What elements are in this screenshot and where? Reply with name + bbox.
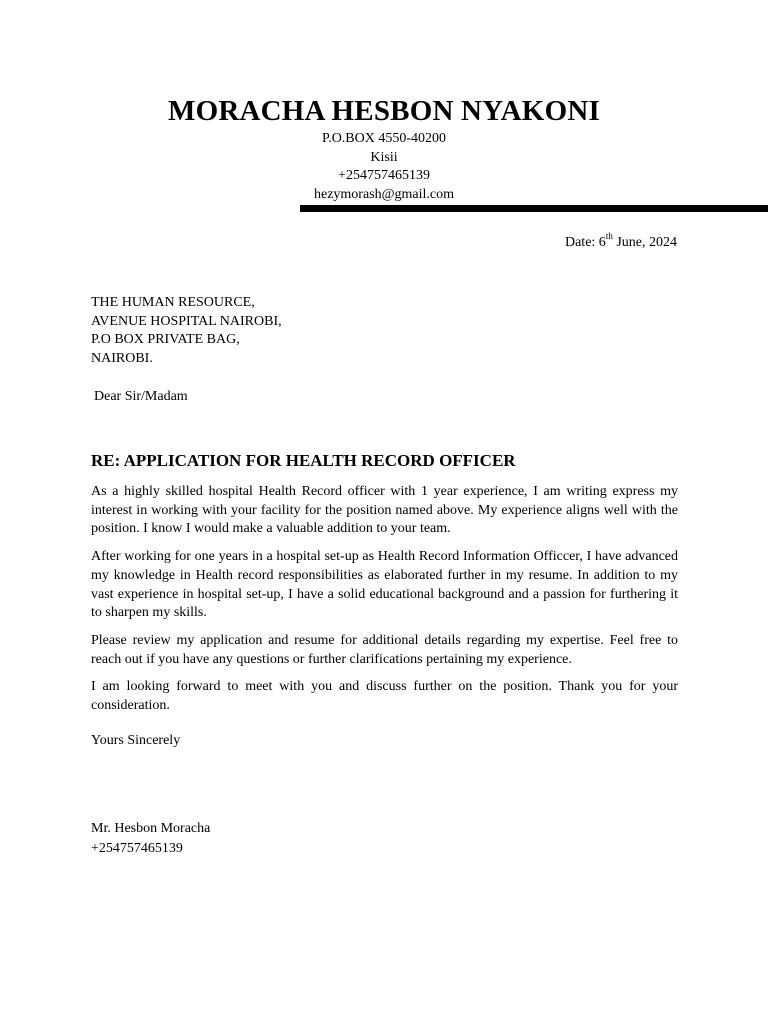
sender-po-box: P.O.BOX 4550-40200 bbox=[321, 131, 447, 146]
recipient-line: P.O BOX PRIVATE BAG, bbox=[91, 332, 240, 348]
date-ordinal: th bbox=[605, 231, 613, 242]
recipient-line: THE HUMAN RESOURCE, bbox=[91, 295, 255, 310]
sender-name: MORACHA HESBON NYAKONI bbox=[168, 95, 600, 127]
recipient-address bbox=[91, 294, 282, 369]
signature-block bbox=[91, 819, 210, 858]
body-paragraph: As a highly skilled hospital Health Record officer with 1 year experience, I am writing express my interest in working with your facility for the position named above. My experience aligns well with the position. I know I would make a valuable addition to your team. bbox=[91, 484, 678, 537]
sender-email: hezymorash@gmail.com bbox=[313, 186, 455, 202]
body-paragraph: Please review my application and resume for additional details regarding my expertise. Feel free to reach out if you have any questions or further clarifications pertaining my experience. bbox=[91, 632, 678, 667]
signature-name: Mr. Hesbon Moracha bbox=[91, 821, 211, 836]
sender-contact-block bbox=[0, 130, 768, 204]
sender-town: Kisii bbox=[370, 149, 398, 165]
letter-date bbox=[564, 231, 677, 252]
closing: Yours Sincerely bbox=[91, 733, 181, 748]
body-paragraph: After working for one years in a hospital set-up as Health Record Information Officcer, I have advanced my knowledge in Health record responsibilities as elaborated further in my resume. In addition to my vast experience in hospital set-up, I have a solid educational background and a passion for furthering it to sharpen my skills. bbox=[91, 549, 678, 621]
date-prefix: Date: 6 bbox=[564, 235, 606, 250]
salutation: Dear Sir/Madam bbox=[94, 389, 188, 404]
sender-phone: +254757465139 bbox=[338, 168, 430, 184]
header-divider-thick bbox=[300, 207, 768, 212]
recipient-line: NAIROBI. bbox=[91, 351, 153, 367]
date-rest: June, 2024 bbox=[612, 235, 677, 250]
recipient-line: AVENUE HOSPITAL NAIROBI, bbox=[91, 313, 282, 329]
subject-line: RE: APPLICATION FOR HEALTH RECORD OFFICER bbox=[91, 451, 516, 470]
signature-phone: +254757465139 bbox=[91, 840, 183, 856]
body-paragraph: I am looking forward to meet with you and discuss further on the position. Thank you for your consideration. bbox=[91, 679, 678, 714]
letter-body bbox=[91, 483, 678, 725]
